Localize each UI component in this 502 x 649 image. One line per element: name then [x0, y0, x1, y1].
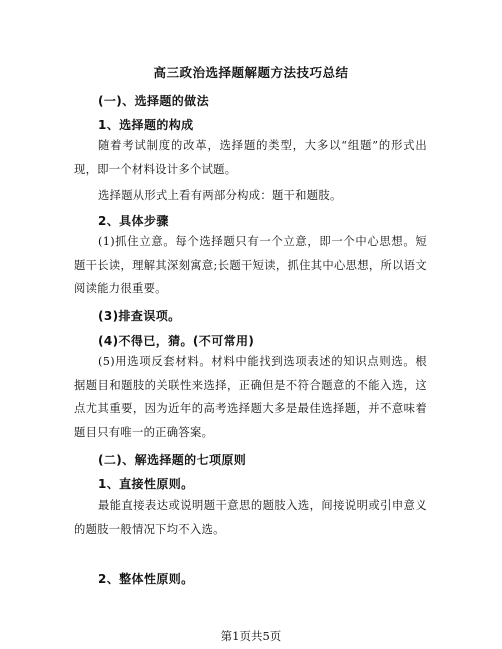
section-heading-1: (一)、选择题的做法 — [98, 94, 209, 108]
paragraph-rule-1: 最能直接表达或说明题干意思的题肢入选，间接说明或引申意义的题肢一般情况下均不入选。 — [74, 499, 427, 536]
paragraph-step-1: (1)抓住立意。每个选择题只有一个立意，即一个中心思想。短题干长读，理解其深刻寓意;长题干短读，抓住其中心思想，所以语文阅读能力很重要。 — [74, 235, 427, 295]
paragraph-composition: 随着考试制度的改革，选择题的类型，大多以“组题”的形式出现，即一个材料设计多个试题。 — [74, 139, 427, 176]
page-number: 第1页共5页 — [220, 629, 282, 643]
subheading-steps: 2、具体步骤 — [98, 214, 169, 228]
subheading-composition: 1、选择题的构成 — [98, 118, 194, 132]
paragraph-composition-parts: 选择题从形式上看有两部分构成：题干和题肢。 — [98, 189, 342, 202]
heading-step-3: (3)排查误项。 — [98, 309, 181, 323]
document-title: 高三政治选择题解题方法技巧总结 — [153, 65, 349, 80]
section-heading-2: (二)、解选择题的七项原则 — [98, 453, 247, 467]
paragraph-step-5: (5)用选项反套材料。材料中能找到选项表述的知识点则选。根据题目和题肢的关联性来选择，正确但是不符合题意的不能入选，这点尤其重要，因为近年的高考选择题大多是最佳选择题，并不意味着题目只有唯一的正确答案。 — [74, 355, 427, 439]
heading-rule-2: 2、整体性原则。 — [98, 572, 194, 586]
heading-step-4: (4)不得已，猜。(不可常用) — [98, 334, 255, 348]
heading-rule-1: 1、直接性原则。 — [98, 477, 194, 491]
